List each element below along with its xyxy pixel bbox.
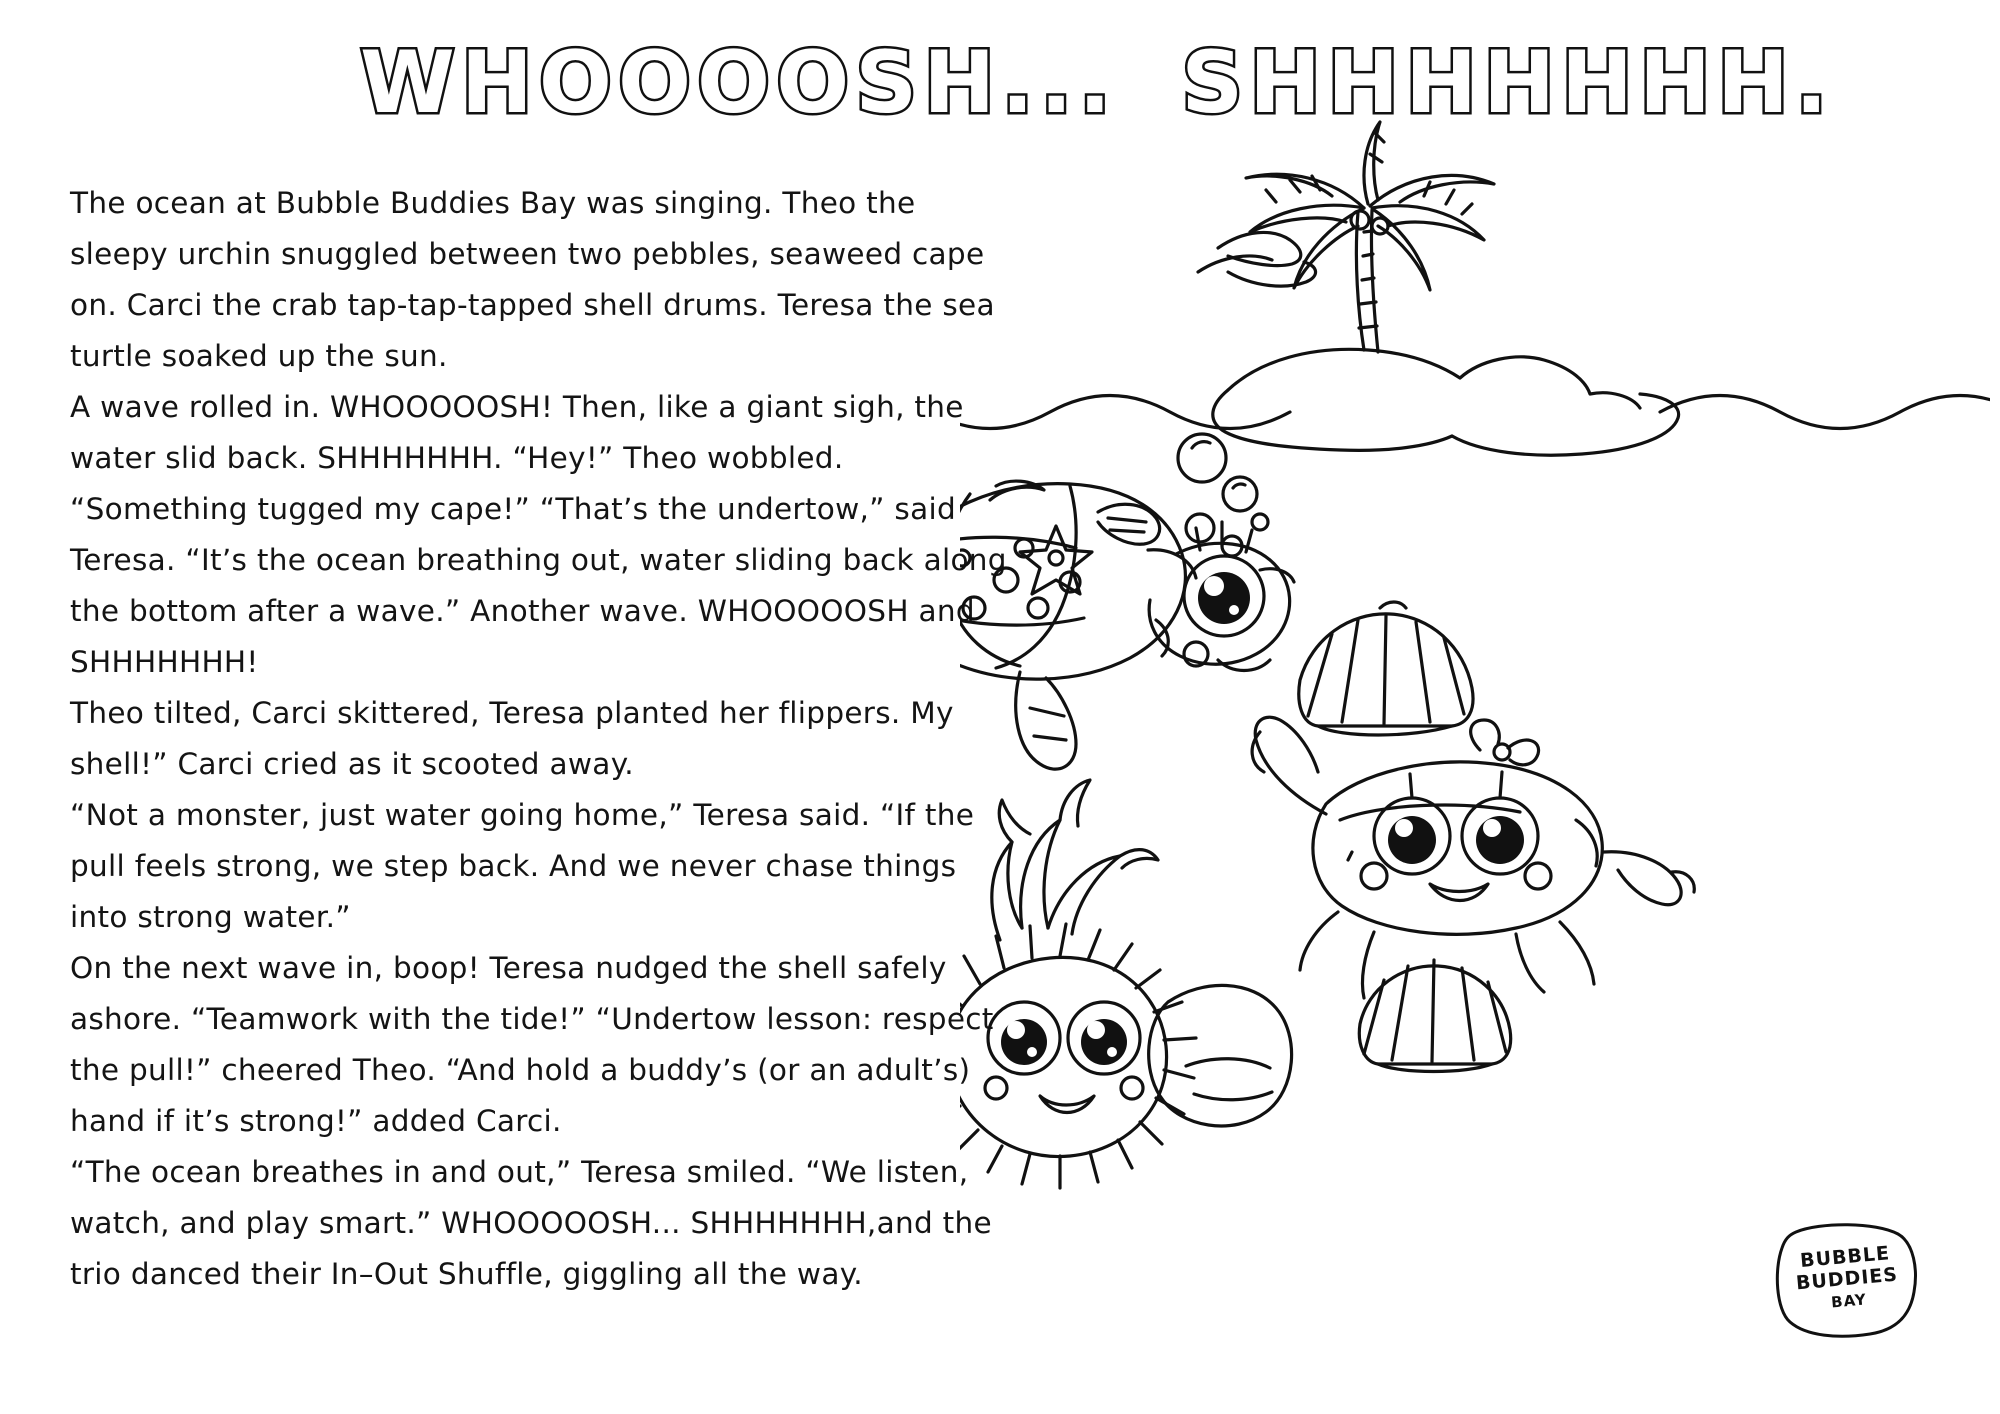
title-part-whooosh: WHOOOOSH... bbox=[360, 33, 1118, 133]
logo-line-1: BUBBLE bbox=[1799, 1242, 1891, 1272]
sea-urchin-icon bbox=[960, 924, 1196, 1188]
seaweed-icon bbox=[992, 780, 1158, 940]
story-paragraph-4: “Not a monster, just water going home,” Teresa said. “If the pull feels strong, we step back. And we never chase things into strong water.” bbox=[70, 798, 975, 934]
brand-logo-text bbox=[1767, 1212, 1927, 1347]
story-paragraph-6: “The ocean breathes in and out,” Teresa smiled. “We listen, watch, and play smart.” WHOOOOOSH... SHHHHHHH,and the trio danced their In–Out Shuffle, giggling all the way. bbox=[70, 1155, 992, 1291]
story-paragraph-3: Theo tilted, Carci skittered, Teresa planted her flippers. My shell!” Carci cried as it scooted away. bbox=[70, 696, 954, 781]
clam-shell-icon bbox=[1359, 960, 1510, 1072]
story-paragraph-2: A wave rolled in. WHOOOOOSH! Then, like a giant sigh, the water slid back. SHHHHHHH. “Hey!” Theo wobbled. “Something tugged my cape!” “That’s the undertow,” said Teresa. “It’s the ocean breathing out, water sliding back along the bottom after a wave.” Another wave. WHOOOOOSH and SHHHHHHH! bbox=[70, 390, 1007, 679]
brand-logo bbox=[1772, 1218, 1922, 1340]
illustration bbox=[960, 60, 1990, 1380]
story-paragraph-5: On the next wave in, boop! Teresa nudged the shell safely ashore. “Teamwork with the tide!” “Undertow lesson: respect the pull!” cheered Theo. “And hold a buddy’s (or an adult’s) hand if it’s strong!” added Carci. bbox=[70, 951, 994, 1138]
title-part-shhh: SHHHHHHH. bbox=[1181, 33, 1834, 133]
scallop-shell-icon bbox=[1299, 602, 1473, 735]
crab-icon bbox=[1252, 717, 1694, 998]
story-paragraph-1: The ocean at Bubble Buddies Bay was singing. Theo the sleepy urchin snuggled between two pebbles, seaweed cape on. Carci the crab tap-tap-tapped shell drums. Teresa the sea turtle soaked up the sun. bbox=[70, 186, 995, 373]
sea-turtle-icon bbox=[960, 481, 1294, 769]
logo-line-3: BAY bbox=[1830, 1290, 1868, 1312]
story-text bbox=[70, 178, 1010, 1300]
logo-line-2: BUDDIES bbox=[1795, 1263, 1899, 1295]
palm-tree-island-icon bbox=[1213, 122, 1679, 455]
wavy-water-line bbox=[960, 396, 1990, 429]
